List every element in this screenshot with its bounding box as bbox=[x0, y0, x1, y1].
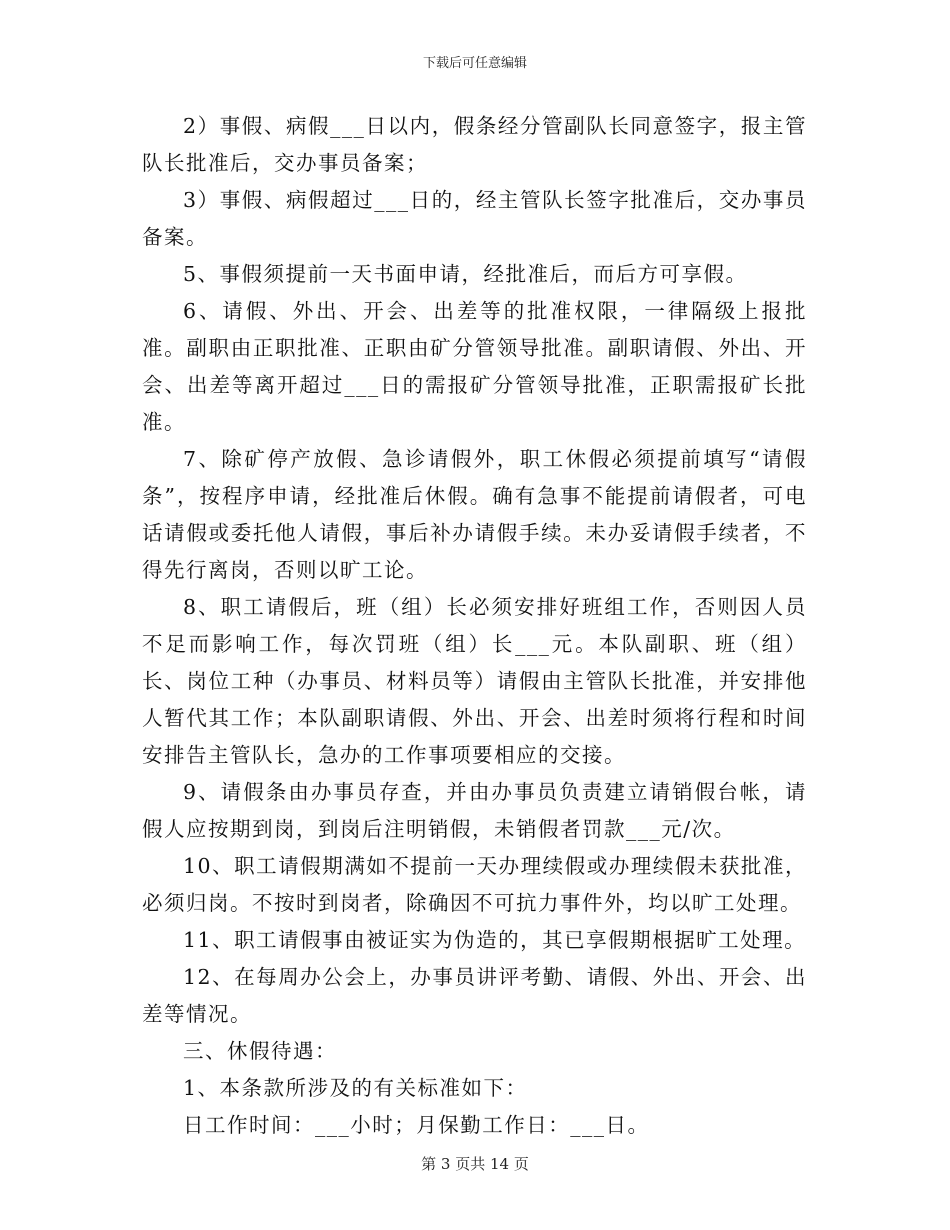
paragraph: 3）事假、病假超过___日的，经主管队长签字批准后，交办事员备案。 bbox=[142, 188, 807, 249]
paragraph: 5、事假须提前一天书面申请，经批准后，而后方可享假。 bbox=[183, 262, 748, 286]
page-header-note: 下载后可任意编辑 bbox=[422, 56, 527, 71]
paragraph: 11、职工请假事由被证实为伪造的，其已享假期根据旷工处理。 bbox=[183, 928, 807, 952]
paragraph: 2）事假、病假___日以内，假条经分管副队长同意签字，报主管队长批准后，交办事员备案； bbox=[142, 114, 807, 175]
document-body bbox=[142, 108, 807, 1144]
paragraph: 8、职工请假后，班（组）长必须安排好班组工作，否则因人员不足而影响工作，每次罚班（组）长___元。本队副职、班（组）长、岗位工种（办事员、材料员等）请假由主管队长批准，并安排他人暂代其工作；本队副职请假、外出、开会、出差时须将行程和时间安排告主管队长，急办的工作事项要相应的交接。 bbox=[142, 595, 807, 767]
paragraph: 1、本条款所涉及的有关标准如下： bbox=[183, 1076, 528, 1100]
section-heading: 三、休假待遇： bbox=[183, 1039, 337, 1063]
paragraph: 9、请假条由办事员存查，并由办事员负责建立请销假台帐，请假人应按期到岗，到岗后注明销假，未销假者罚款___元/次。 bbox=[142, 780, 807, 841]
paragraph: 12、在每周办公会上，办事员讲评考勤、请假、外出、开会、出差等情况。 bbox=[142, 965, 807, 1026]
paragraph: 10、职工请假期满如不提前一天办理续假或办理续假未获批准，必须归岗。不按时到岗者，除确因不可抗力事件外，均以旷工处理。 bbox=[142, 854, 807, 915]
page-footer-number: 第 3 页共 14 页 bbox=[421, 1155, 529, 1173]
paragraph: 日工作时间：___小时；月保勤工作日：___日。 bbox=[183, 1113, 650, 1137]
paragraph: 7、除矿停产放假、急诊请假外，职工休假必须提前填写“请假条”，按程序申请，经批准后休假。确有急事不能提前请假者，可电话请假或委托他人请假，事后补办请假手续。未办妥请假手续者，不得先行离岗，否则以旷工论。 bbox=[142, 447, 807, 582]
paragraph: 6、请假、外出、开会、出差等的批准权限，一律隔级上报批准。副职由正职批准、正职由矿分管领导批准。副职请假、外出、开会、出差等离开超过___日的需报矿分管领导批准，正职需报矿长批准。 bbox=[142, 299, 807, 434]
